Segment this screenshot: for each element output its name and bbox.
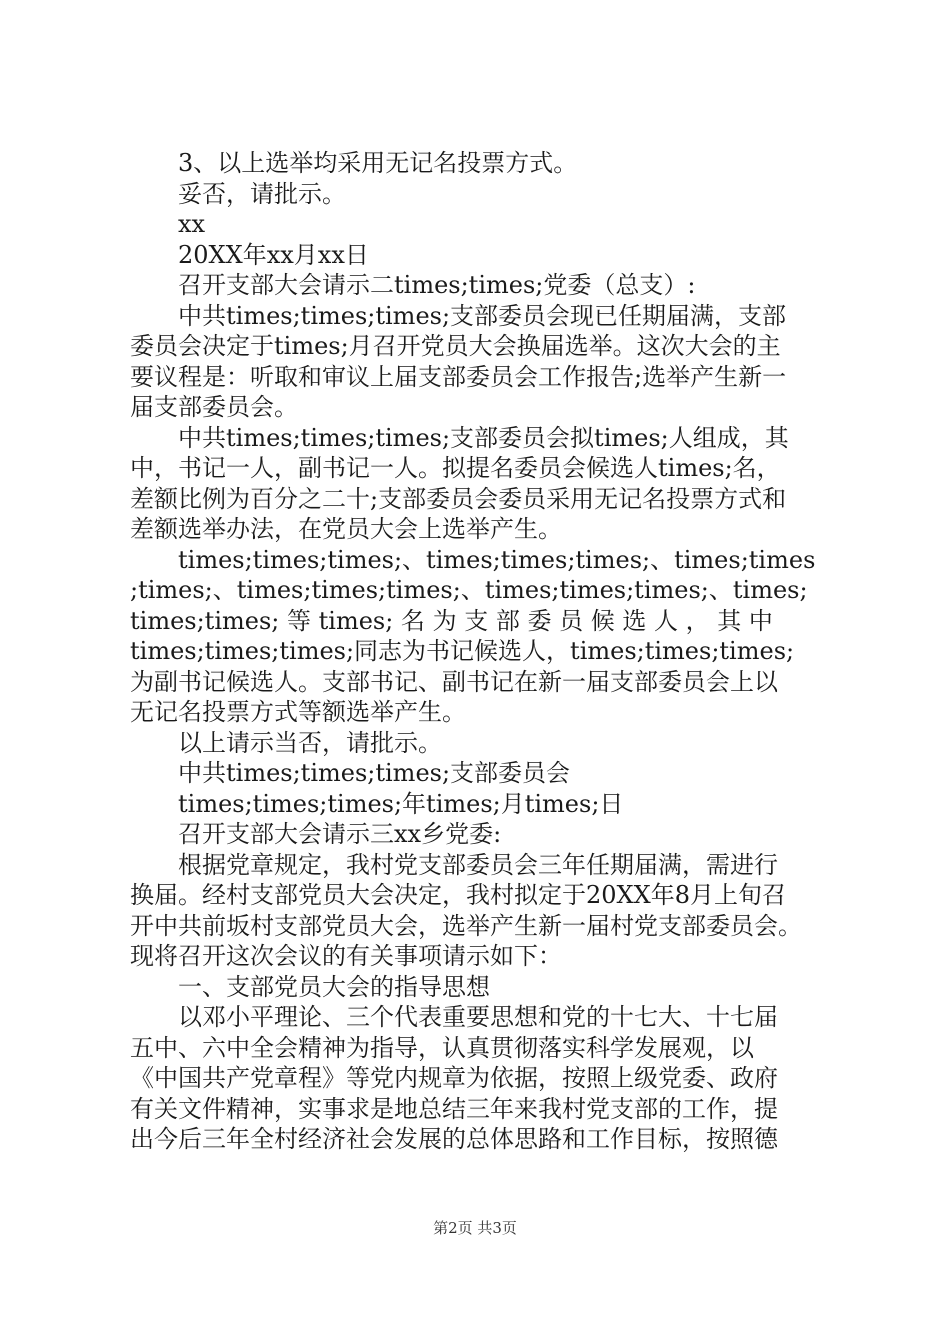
text-line: times;times;times;年times;月times;日 — [178, 789, 624, 818]
text-line: 为副书记候选人。支部书记、副书记在新一届支部委员会上以 — [130, 667, 778, 696]
text-line: 要议程是：听取和审议上届支部委员会工作报告;选举产生新一 — [130, 362, 787, 391]
text-line: 现将召开这次会议的有关事项请示如下： — [130, 942, 562, 970]
text-line: 开中共前坂村支部党员大会，选举产生新一届村党支部委员会。 — [130, 911, 802, 940]
text-line: 中共times;times;times;支部委员会拟times;人组成，其 — [178, 423, 789, 452]
text-line: 召开支部大会请示二times;times;党委（总支）: — [178, 271, 696, 299]
text-line: 以上请示当否，请批示。 — [178, 728, 442, 757]
text-line: 3、以上选举均采用无记名投票方式。 — [178, 149, 578, 177]
text-line: 召开支部大会请示三xx乡党委: — [178, 820, 502, 848]
text-line: 委员会决定于times;月召开党员大会换届选举。这次大会的主 — [130, 332, 781, 360]
text-line: times;times;times;、times;times;times;、times;times — [178, 545, 816, 574]
text-line: 差额选举办法，在党员大会上选举产生。 — [130, 515, 562, 543]
page-number-label: 第2页 共3页 — [433, 1219, 517, 1237]
text-line: 以邓小平理论、三个代表重要思想和党的十七大、十七届 — [178, 1003, 778, 1031]
text-line: xx — [178, 210, 206, 238]
text-line: 《中国共产党章程》等党内规章为依据，按照上级党委、政府 — [130, 1064, 778, 1092]
text-line: 20XX年xx月xx日 — [178, 240, 369, 269]
document-body — [130, 148, 836, 1155]
text-line: 根据党章规定，我村党支部委员会三年任期届满，需进行 — [178, 850, 778, 879]
text-line: times;times; 等 times; 名 为 支 部 委 员 候 选 人 ， 其 中 — [130, 606, 773, 635]
text-line: 无记名投票方式等额选举产生。 — [130, 698, 466, 726]
text-line: 中，书记一人，副书记一人。拟提名委员会候选人times;名， — [130, 454, 781, 482]
text-line: 有关文件精神，实事求是地总结三年来我村党支部的工作，提 — [130, 1094, 778, 1123]
text-line: ;times;、times;times;times;、times;times;times;、times; — [130, 576, 808, 604]
text-line: 届支部委员会。 — [130, 393, 298, 421]
text-line: times;times;times;同志为书记候选人，times;times;times; — [130, 637, 795, 665]
text-line: 中共times;times;times;支部委员会 — [178, 759, 571, 787]
text-line: 五中、六中全会精神为指导，认真贯彻落实科学发展观，以 — [130, 1033, 754, 1062]
text-line: 妥否，请批示。 — [178, 179, 346, 208]
text-line: 差额比例为百分之二十;支部委员会委员采用无记名投票方式和 — [130, 484, 787, 513]
text-line: 换届。经村支部党员大会决定，我村拟定于20XX年8月上旬召 — [130, 881, 786, 909]
text-line: 出今后三年全村经济社会发展的总体思路和工作目标，按照德 — [130, 1125, 778, 1153]
text-line: 一、支部党员大会的指导思想 — [178, 972, 490, 1001]
page-footer — [0, 1217, 950, 1238]
text-line: 中共times;times;times;支部委员会现已任期届满，支部 — [178, 301, 787, 330]
